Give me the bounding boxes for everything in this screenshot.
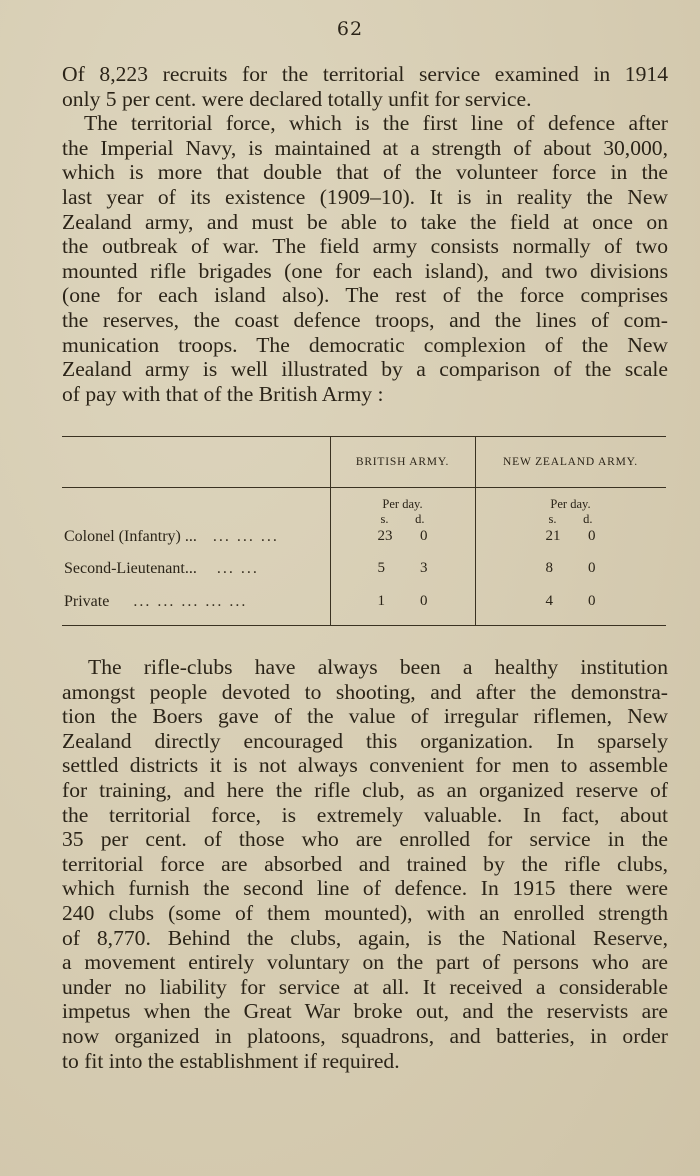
new-zealand-army-header: NEW ZEALAND ARMY. [503, 456, 638, 468]
nz-pay-colonel: 21 0 [545, 528, 596, 544]
text-line: tion the Boers gave of the value of irregular riflemen, New [62, 704, 668, 729]
nz-pay-private: 4 0 [545, 593, 596, 609]
table-rule-bottom [62, 625, 666, 626]
text-line: of 8,770. Behind the clubs, again, is the National Reserve, [62, 925, 668, 950]
text-line: for training, and here the rifle club, as an organized reserve of [62, 777, 668, 802]
text-line: the Imperial Navy, is maintained at a strength of about 30,000, [62, 135, 668, 160]
text-line: mounted rifle brigades (one for each island), and two divisions [62, 258, 668, 283]
text-line: which is more that double that of the volunteer force in the [62, 160, 668, 185]
british-army-header: BRITISH ARMY. [355, 456, 450, 468]
rank-second-lieutenant: Second-Lieutenant... ... ... [64, 560, 259, 577]
text-line: Zealand army, and must be able to take the field at once on [62, 209, 668, 234]
text-line: impetus when the Great War broke out, and the reservists are [62, 999, 668, 1024]
leader-dots: ... ... ... ... ... [133, 593, 248, 610]
text-line: of pay with that of the British Army : [62, 381, 384, 406]
british-pay-second-lieutenant: 5 3 [377, 560, 428, 576]
pence-label: d. [583, 512, 593, 526]
pence-label: d. [415, 512, 425, 526]
text-line: 240 clubs (some of them mounted), with an enrolled strength [62, 900, 668, 925]
rank-colonel: Colonel (Infantry) ... ... ... ... [64, 528, 279, 545]
text-line: now organized in platoons, squadrons, and batteries, in order [62, 1023, 668, 1048]
text-line: under no liability for service at all. It received a considerable [62, 974, 668, 999]
british-pay-private: 1 0 [377, 593, 428, 609]
text-line: Zealand army is well illustrated by a comparison of the scale [62, 357, 668, 382]
paragraph-pay-intro [62, 62, 668, 406]
shillings-label: s. [548, 512, 557, 526]
leader-dots: ... ... ... [212, 528, 279, 545]
text-line: the outbreak of war. The field army consists normally of two [62, 234, 668, 259]
text-line: only 5 per cent. were declared totally unfit for service. [62, 86, 532, 111]
paragraph-rifle-clubs [62, 655, 668, 1073]
page-number: 62 [336, 18, 364, 40]
text-line: settled districts it is not always convenient for men to assemble [62, 753, 668, 778]
text-line: last year of its existence (1909–10). It is in reality the New [62, 184, 668, 209]
nz-pay-second-lieutenant: 8 0 [545, 560, 596, 576]
table-rule-header [62, 487, 666, 488]
leader-dots: ... ... [216, 560, 259, 577]
rank-private: Private ... ... ... ... ... [64, 593, 248, 610]
british-pay-colonel: 23 0 [377, 528, 428, 544]
text-line: to fit into the establishment if required. [62, 1048, 400, 1073]
text-line: Zealand directly encouraged this organization. In sparsely [62, 728, 668, 753]
text-line: munication troops. The democratic complexion of the New [62, 332, 668, 357]
text-line: The territorial force, which is the first line of defence after [84, 111, 668, 136]
text-line: Of 8,223 recruits for the territorial service examined in 1914 [62, 62, 668, 86]
nz-unit-sd [475, 512, 666, 527]
text-line: (one for each island also). The rest of the force comprises [62, 283, 668, 308]
nz-unit-per-day: Per day. [550, 497, 591, 511]
british-unit-per-day: Per day. [382, 497, 423, 511]
text-line: The rifle-clubs have always been a healthy institution [88, 655, 668, 679]
text-line: which furnish the second line of defence. In 1915 there were [62, 876, 668, 901]
shillings-label: s. [380, 512, 389, 526]
text-line: a movement entirely voluntary on the part of persons who are [62, 950, 668, 975]
british-unit-sd [330, 512, 475, 527]
text-line: the territorial force, is extremely valuable. In fact, about [62, 802, 668, 827]
text-line: 35 per cent. of those who are enrolled for service in the [62, 827, 668, 852]
text-line: the reserves, the coast defence troops, and the lines of com- [62, 307, 668, 332]
table-rule-top [62, 436, 666, 437]
pay-comparison-table [62, 436, 666, 628]
text-line: territorial force are absorbed and trained by the rifle clubs, [62, 851, 668, 876]
text-line: amongst people devoted to shooting, and after the demonstra- [62, 679, 668, 704]
